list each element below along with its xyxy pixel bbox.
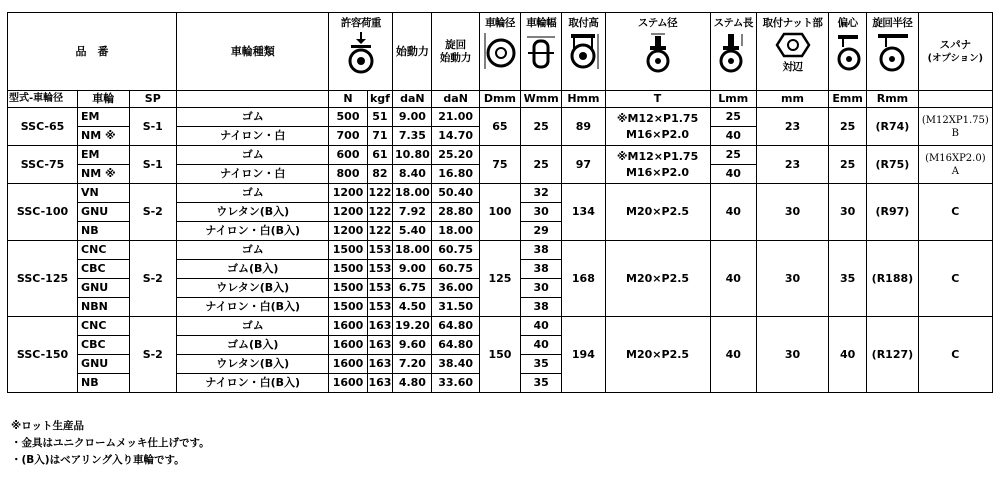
wheel-cell: CBC <box>78 260 130 279</box>
wheel-cell: NBN <box>78 298 130 317</box>
type-cell: ウレタン(B入) <box>176 279 328 298</box>
start-cell: 18.00 <box>393 184 432 203</box>
n-cell: 1600 <box>329 317 367 336</box>
wheel-cell: EM <box>78 146 130 165</box>
kgf-cell: 61 <box>367 146 393 165</box>
type-cell: ゴム <box>176 317 328 336</box>
header-nut-part-label: 取付ナット部 <box>762 17 823 29</box>
table-row <box>8 241 993 260</box>
nut-cell: 23 <box>756 108 828 146</box>
footnote-plating: ・金具はユニクロームメッキ仕上げです。 <box>11 437 210 449</box>
header-wheel-width <box>521 13 562 91</box>
header-mount-height-label: 取付高 <box>568 17 599 29</box>
model-cell: SSC-150 <box>8 317 78 393</box>
turn-cell: 16.80 <box>432 165 479 184</box>
wheel-cell: CBC <box>78 336 130 355</box>
hex-nut-icon <box>775 31 811 59</box>
t-line: ※M12×P1.75 <box>616 149 699 163</box>
header-stem-len-label: ステム長 <box>713 17 753 29</box>
mount-height-icon <box>565 31 601 71</box>
start-cell: 19.20 <box>393 317 432 336</box>
n-cell: 600 <box>329 146 367 165</box>
kgf-cell: 163 <box>367 317 393 336</box>
header-hinban: 品 番 <box>8 13 177 91</box>
kgf-cell: 122 <box>367 222 393 241</box>
d-cell: 100 <box>479 184 520 241</box>
h-cell: 97 <box>562 146 605 184</box>
n-cell: 500 <box>329 108 367 127</box>
spanner-cell: C <box>918 184 992 241</box>
unit-spanner-blank <box>918 91 992 108</box>
wheel-cell: EM <box>78 108 130 127</box>
type-cell: ゴム(B入) <box>176 260 328 279</box>
header-spanner-line2: (オプション) <box>927 52 984 64</box>
w-cell: 38 <box>521 298 562 317</box>
n-cell: 1500 <box>329 260 367 279</box>
spec-table <box>7 12 993 393</box>
kgf-cell: 153 <box>367 260 393 279</box>
e-cell: 30 <box>829 184 867 241</box>
n-cell: 1200 <box>329 203 367 222</box>
w-cell: 38 <box>521 260 562 279</box>
e-cell: 25 <box>829 146 867 184</box>
type-cell: ナイロン・白(B入) <box>176 374 328 393</box>
header-turn-force-line2: 始動力 <box>439 51 472 64</box>
w-cell: 30 <box>521 279 562 298</box>
sp-cell: S-1 <box>129 108 176 146</box>
type-cell: ナイロン・白 <box>176 127 328 146</box>
type-cell: ゴム <box>176 146 328 165</box>
nut-cell: 30 <box>756 241 828 317</box>
wheel-cell: NM ※ <box>78 127 130 146</box>
footnote-bearing: ・(B入)はベアリング入り車輪です。 <box>11 454 185 466</box>
w-cell: 25 <box>521 108 562 146</box>
header-wheel-dia-label: 車輪径 <box>484 17 515 29</box>
turn-cell: 21.00 <box>432 108 479 127</box>
t-cell: M20×P2.5 <box>605 184 710 241</box>
spanner-cell: C <box>918 317 992 393</box>
start-cell: 18.00 <box>393 241 432 260</box>
l-cell: 40 <box>710 127 756 146</box>
n-cell: 1600 <box>329 355 367 374</box>
unit-sp: SP <box>129 91 176 108</box>
kgf-cell: 122 <box>367 203 393 222</box>
unit-model: 型式-車輪径 <box>8 91 78 108</box>
d-cell: 125 <box>479 241 520 317</box>
start-cell: 7.92 <box>393 203 432 222</box>
w-cell: 40 <box>521 336 562 355</box>
t-cell <box>605 146 710 184</box>
w-cell: 40 <box>521 317 562 336</box>
w-cell: 30 <box>521 203 562 222</box>
spanner-cell: (M12XP1.75) B <box>918 108 992 146</box>
sp-cell: S-2 <box>129 241 176 317</box>
turn-cell: 64.80 <box>432 336 479 355</box>
d-cell: 150 <box>479 317 520 393</box>
l-cell: 40 <box>710 317 756 393</box>
footnote-lot: ※ロット生産品 <box>11 420 84 432</box>
wheel-cell: GNU <box>78 203 130 222</box>
n-cell: 700 <box>329 127 367 146</box>
model-cell: SSC-100 <box>8 184 78 241</box>
unit-dan-start: daN <box>393 91 432 108</box>
start-cell: 6.75 <box>393 279 432 298</box>
header-stem-dia <box>605 13 710 91</box>
kgf-cell: 163 <box>367 355 393 374</box>
start-cell: 5.40 <box>393 222 432 241</box>
type-cell: ゴム <box>176 184 328 203</box>
unit-t: T <box>605 91 710 108</box>
turn-cell: 36.00 <box>432 279 479 298</box>
t-line: M16×P2.0 <box>626 165 690 179</box>
type-cell: ウレタン(B入) <box>176 355 328 374</box>
nut-cell: 30 <box>756 184 828 241</box>
wheel-cell: GNU <box>78 355 130 374</box>
d-cell: 65 <box>479 108 520 146</box>
model-cell: SSC-125 <box>8 241 78 317</box>
e-cell: 35 <box>829 241 867 317</box>
start-cell: 7.20 <box>393 355 432 374</box>
kgf-cell: 153 <box>367 241 393 260</box>
start-cell: 4.50 <box>393 298 432 317</box>
start-cell: 8.40 <box>393 165 432 184</box>
unit-w: Wmm <box>521 91 562 108</box>
l-cell: 40 <box>710 165 756 184</box>
n-cell: 1600 <box>329 336 367 355</box>
sp-cell: S-1 <box>129 146 176 184</box>
wheel-width-icon <box>524 31 558 71</box>
header-wheel-dia <box>479 13 520 91</box>
n-cell: 1600 <box>329 374 367 393</box>
model-cell: SSC-65 <box>8 108 78 146</box>
header-wheel-type: 車輪種類 <box>176 13 328 91</box>
type-cell: ウレタン(B入) <box>176 203 328 222</box>
header-stem-dia-label: ステム径 <box>637 17 678 29</box>
d-cell: 75 <box>479 146 520 184</box>
h-cell: 89 <box>562 108 605 146</box>
r-cell: (R74) <box>867 108 919 146</box>
start-cell: 10.80 <box>393 146 432 165</box>
header-wheel-width-label: 車輪幅 <box>526 17 557 29</box>
wheel-cell: VN <box>78 184 130 203</box>
t-line: M16×P2.0 <box>626 127 690 141</box>
l-cell: 40 <box>710 241 756 317</box>
start-cell: 9.00 <box>393 108 432 127</box>
table-row <box>8 146 993 165</box>
w-cell: 25 <box>521 146 562 184</box>
header-swivel-radius <box>867 13 919 91</box>
start-cell: 9.00 <box>393 260 432 279</box>
h-cell: 194 <box>562 317 605 393</box>
h-cell: 134 <box>562 184 605 241</box>
header-nut-sub: 対辺 <box>782 61 803 73</box>
table-row <box>8 108 993 127</box>
turn-cell: 64.80 <box>432 317 479 336</box>
header-spanner <box>918 13 992 91</box>
header-turn-force <box>432 13 479 91</box>
wheel-cell: NM ※ <box>78 165 130 184</box>
stem-diameter-icon <box>641 31 675 73</box>
wheel-cell: CNC <box>78 241 130 260</box>
turn-cell: 50.40 <box>432 184 479 203</box>
header-offset <box>829 13 867 91</box>
l-cell: 40 <box>710 184 756 241</box>
r-cell: (R127) <box>867 317 919 393</box>
start-cell: 9.60 <box>393 336 432 355</box>
header-swivel-radius-label: 旋回半径 <box>872 17 913 29</box>
unit-mm: mm <box>756 91 828 108</box>
n-cell: 800 <box>329 165 367 184</box>
kgf-cell: 153 <box>367 298 393 317</box>
wheel-cell: NB <box>78 374 130 393</box>
header-load <box>329 13 393 91</box>
w-cell: 29 <box>521 222 562 241</box>
model-cell: SSC-75 <box>8 146 78 184</box>
l-cell: 25 <box>710 108 756 127</box>
swivel-radius-icon <box>872 31 912 73</box>
turn-cell: 60.75 <box>432 241 479 260</box>
header-turn-force-line1: 旋回 <box>445 38 467 51</box>
turn-cell: 31.50 <box>432 298 479 317</box>
spanner-cell: (M16XP2.0) A <box>918 146 992 184</box>
table-row <box>8 184 993 203</box>
t-cell <box>605 108 710 146</box>
t-line: ※M12×P1.75 <box>616 111 699 125</box>
stem-length-icon <box>716 31 750 73</box>
header-stem-len <box>710 13 756 91</box>
r-cell: (R97) <box>867 184 919 241</box>
type-cell: ゴム <box>176 241 328 260</box>
type-cell: ゴム(B入) <box>176 336 328 355</box>
unit-d: Dmm <box>479 91 520 108</box>
unit-dan-turn: daN <box>432 91 479 108</box>
kgf-cell: 163 <box>367 374 393 393</box>
nut-cell: 23 <box>756 146 828 184</box>
type-cell: ナイロン・白(B入) <box>176 222 328 241</box>
start-cell: 4.80 <box>393 374 432 393</box>
type-cell: ゴム <box>176 108 328 127</box>
kgf-cell: 51 <box>367 108 393 127</box>
l-cell: 25 <box>710 146 756 165</box>
n-cell: 1500 <box>329 241 367 260</box>
kgf-cell: 153 <box>367 279 393 298</box>
kgf-cell: 163 <box>367 336 393 355</box>
w-cell: 35 <box>521 374 562 393</box>
unit-e: Emm <box>829 91 867 108</box>
unit-r: Rmm <box>867 91 919 108</box>
kgf-cell: 82 <box>367 165 393 184</box>
nut-cell: 30 <box>756 317 828 393</box>
header-mount-height <box>562 13 605 91</box>
spanner-cell: C <box>918 241 992 317</box>
turn-cell: 18.00 <box>432 222 479 241</box>
header-nut-part <box>756 13 828 91</box>
unit-n: N <box>329 91 367 108</box>
turn-cell: 28.80 <box>432 203 479 222</box>
turn-cell: 38.40 <box>432 355 479 374</box>
wheel-cell: GNU <box>78 279 130 298</box>
turn-cell: 60.75 <box>432 260 479 279</box>
footnotes <box>11 418 210 469</box>
header-offset-label: 偏心 <box>837 17 858 29</box>
start-cell: 7.35 <box>393 127 432 146</box>
turn-cell: 33.60 <box>432 374 479 393</box>
n-cell: 1500 <box>329 279 367 298</box>
r-cell: (R188) <box>867 241 919 317</box>
n-cell: 1200 <box>329 184 367 203</box>
w-cell: 32 <box>521 184 562 203</box>
offset-icon <box>833 31 863 73</box>
sp-cell: S-2 <box>129 184 176 241</box>
unit-blank <box>176 91 328 108</box>
h-cell: 168 <box>562 241 605 317</box>
unit-kgf: kgf <box>367 91 393 108</box>
table-row <box>8 317 993 336</box>
sp-cell: S-2 <box>129 317 176 393</box>
type-cell: ナイロン・白(B入) <box>176 298 328 317</box>
w-cell: 38 <box>521 241 562 260</box>
wheel-diameter-icon <box>483 31 517 71</box>
header-spanner-line1: スパナ <box>939 38 972 51</box>
e-cell: 25 <box>829 108 867 146</box>
kgf-cell: 71 <box>367 127 393 146</box>
unit-h: Hmm <box>562 91 605 108</box>
e-cell: 40 <box>829 317 867 393</box>
wheel-cell: CNC <box>78 317 130 336</box>
kgf-cell: 122 <box>367 184 393 203</box>
unit-l: Lmm <box>710 91 756 108</box>
n-cell: 1500 <box>329 298 367 317</box>
header-start-force: 始動力 <box>393 13 432 91</box>
wheel-cell: NB <box>78 222 130 241</box>
r-cell: (R75) <box>867 146 919 184</box>
unit-wheel: 車輪 <box>78 91 130 108</box>
type-cell: ナイロン・白 <box>176 165 328 184</box>
w-cell: 35 <box>521 355 562 374</box>
caster-load-icon <box>346 31 376 75</box>
n-cell: 1200 <box>329 222 367 241</box>
header-load-label: 許容荷重 <box>340 17 381 29</box>
t-cell: M20×P2.5 <box>605 317 710 393</box>
turn-cell: 25.20 <box>432 146 479 165</box>
t-cell: M20×P2.5 <box>605 241 710 317</box>
turn-cell: 14.70 <box>432 127 479 146</box>
